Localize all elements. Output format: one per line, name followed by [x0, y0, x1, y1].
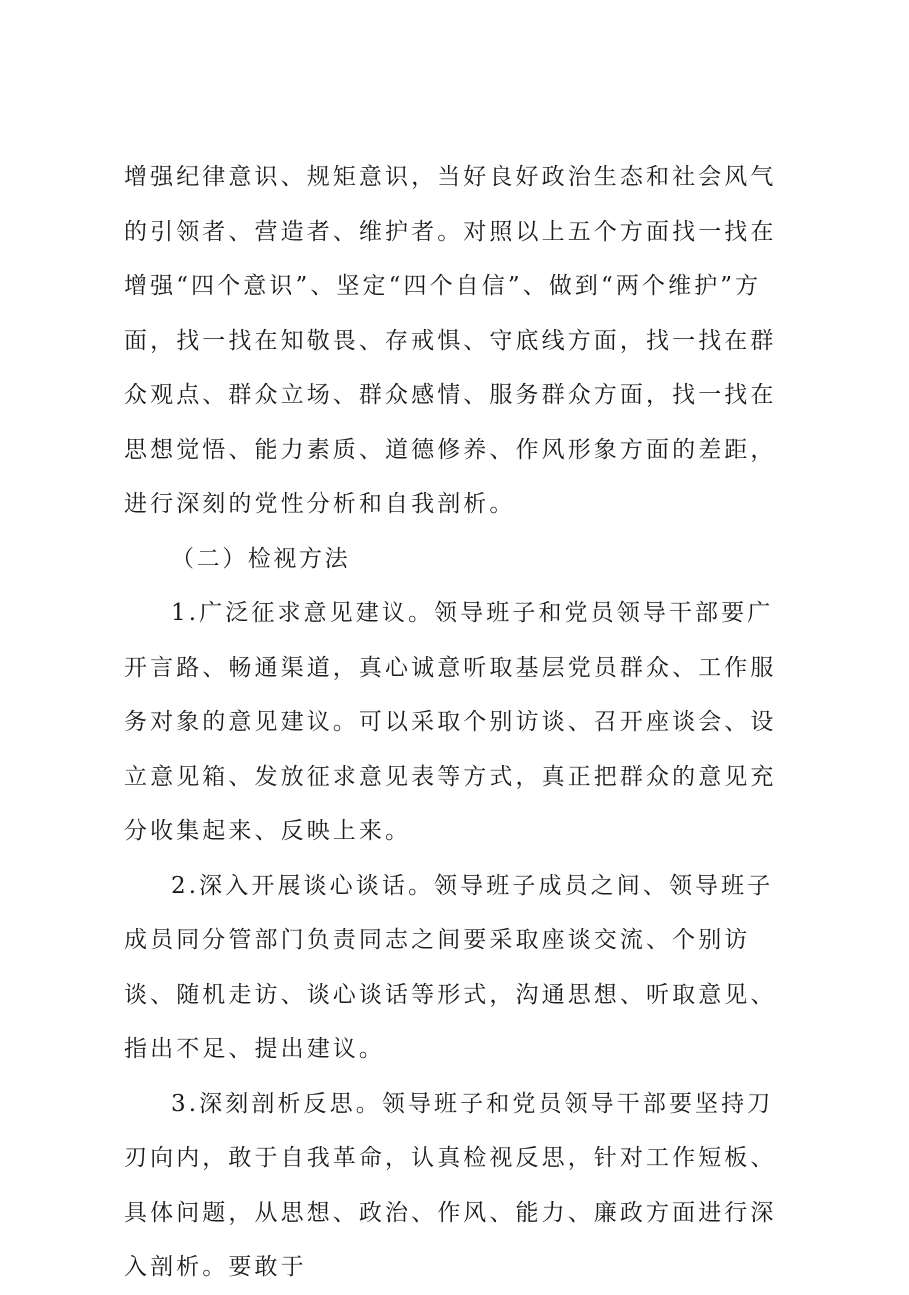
paragraph-item-1: 1.广泛征求意见建议。领导班子和党员领导干部要广开言路、畅通渠道，真心诚意听取基层党员群众、工作服务对象的意见建议。可以采取个别访谈、召开座谈会、设立意见箱、发放征求意见表等方式，真正把群众的意见充分收集起来、反映上来。 — [124, 600, 777, 844]
paragraph-item-3: 3.深刻剖析反思。领导班子和党员领导干部要坚持刀刃向内，敢于自我革命，认真检视反思，针对工作短板、具体问题，从思想、政治、作风、能力、廉政方面进行深入剖析。要敢于 — [124, 1090, 777, 1280]
paragraph-item-2: 2.深入开展谈心谈话。领导班子成员之间、领导班子成员同分管部门负责同志之间要采取座谈交流、个别访谈、随机走访、谈心谈话等形式，沟通思想、听取意见、指出不足、提出建议。 — [124, 872, 777, 1062]
section-heading: （二）检视方法 — [171, 545, 351, 572]
document-body — [124, 150, 794, 1295]
paragraph-intro-continuation: 增强纪律意识、规矩意识，当好良好政治生态和社会风气的引领者、营造者、维护者。对照以上五个方面找一找在增强“四个意识”、坚定“四个自信”、做到“两个维护”方面，找一找在知敬畏、存戒惧、守底线方面，找一找在群众观点、群众立场、群众感情、服务群众方面，找一找在思想觉悟、能力素质、道德修养、作风形象方面的差距，进行深刻的党性分析和自我剖析。 — [124, 164, 777, 517]
